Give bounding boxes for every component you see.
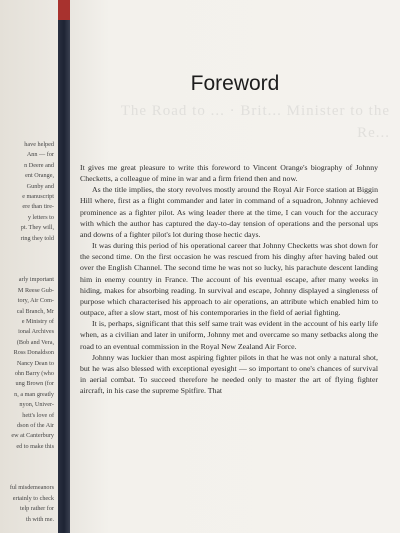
facing-page-line: telp rather for — [19, 505, 54, 513]
facing-page-text — [2, 140, 54, 525]
facing-page-line: Ross Donaldson — [13, 349, 54, 357]
facing-page-line: th with me. — [25, 515, 54, 523]
facing-page-line: ohn Barry (who — [14, 369, 54, 377]
facing-page-line: Ann — for — [26, 151, 54, 159]
paragraph-2: As the title implies, the story revolves mostly around the Royal Air Force station at Biggin Hill where, first as a flight commander and later in command of a squadron, Johnny achieved prominence as a fighter pilot. As wing leader there at the time, I can vouch for the accuracy with which the author has captured the day-to-day tension of operations and the personal ups and downs of a fighter pilot's lot during those hectic days. — [80, 185, 378, 239]
bleed-through-text: The Road to ... · Brit... Minister to the Re... — [120, 103, 390, 141]
facing-page-line: pt. They will, — [20, 224, 54, 232]
paragraph-5: Johnny was luckier than most aspiring fighter pilots in that he was not only a natural shot, but he was also blessed with exceptional eyesight — so important to one's chances of survival in aerial combat. To succeed therefore he needed only to master the art of flying fighter aircraft, in his case the supreme Spitfire. That — [80, 352, 378, 396]
facing-page-line: y letters to — [27, 213, 54, 221]
facing-page-line — [2, 265, 54, 275]
facing-page-line: n, a man greatly — [14, 390, 54, 398]
facing-page-line: ional Archives — [18, 328, 54, 336]
facing-page-line: ew at Canterbury — [11, 432, 54, 440]
facing-page-line: ed to make this — [16, 442, 54, 450]
facing-page-line — [2, 452, 54, 462]
facing-page-line: dson of the Air — [17, 421, 54, 429]
paragraph-1: It gives me great pleasure to write this foreword to Vincent Orange's biography of Johnny Checketts, a colleague of mine in war and a firm friend then and now. — [80, 163, 378, 184]
binding-red-band — [58, 0, 70, 20]
facing-page-line: n Deere and — [24, 161, 54, 169]
facing-page-line: nyon, Univer- — [19, 401, 54, 409]
foreword-body — [80, 162, 378, 396]
facing-page-line: (Bob and Vera, — [16, 338, 54, 346]
facing-page-line: ring they told — [20, 234, 54, 242]
facing-page-line: ent Orange, — [25, 172, 54, 180]
facing-page — [0, 0, 58, 533]
facing-page-line — [2, 473, 54, 483]
facing-page-line: arly important — [18, 276, 54, 284]
foreword-page — [70, 0, 400, 533]
facing-page-line: have helped — [24, 141, 54, 148]
paragraph-3: It was during this period of his operational career that Johnny Checketts was shot down for the second time. On the first occasion he was rescued from his dinghy after having baled out over the English Channel. The second time he was not so lucky, his parachute descent landing him in enemy country in France. The account of his eventual escape, after many weeks in hiding, makes for absorbing reading. In survival and escape, Johnny displayed a singleness of purpose which characterised his approach to air operations, an attribute which enabled him to outpace, after a slow start, most of his contemporaries in the field of aerial fighting. — [80, 241, 378, 318]
facing-page-line: ful misdemeanors — [9, 484, 54, 492]
facing-page-line: e Ministry of — [21, 317, 54, 325]
facing-page-line: tory, Air Com- — [17, 297, 54, 305]
facing-page-line: e manuscript — [22, 193, 54, 201]
facing-page-line — [2, 244, 54, 254]
facing-page-line — [2, 254, 54, 264]
page-title: Foreword — [190, 72, 280, 95]
facing-page-line: ertainly to check — [12, 494, 54, 502]
facing-page-line: hett's love of — [22, 411, 54, 419]
facing-page-line: cal Branch, Mr — [16, 307, 54, 315]
facing-page-line: ere than tire- — [22, 203, 54, 211]
facing-page-line: Gunby and — [26, 182, 54, 190]
facing-page-line: ung Brown (for — [15, 380, 54, 388]
facing-page-line — [2, 463, 54, 473]
paragraph-4: It is, perhaps, significant that this self same trait was evident in the account of his early life when, as a civilian and later in uniform, Johnny met and overcame so many setbacks along the road to an eventual commission in the Royal New Zealand Air Force. — [80, 319, 378, 351]
facing-page-line: M Reese Gub- — [17, 286, 54, 294]
facing-page-line: Nancy Dean to — [16, 359, 54, 367]
book-binding — [58, 0, 70, 533]
